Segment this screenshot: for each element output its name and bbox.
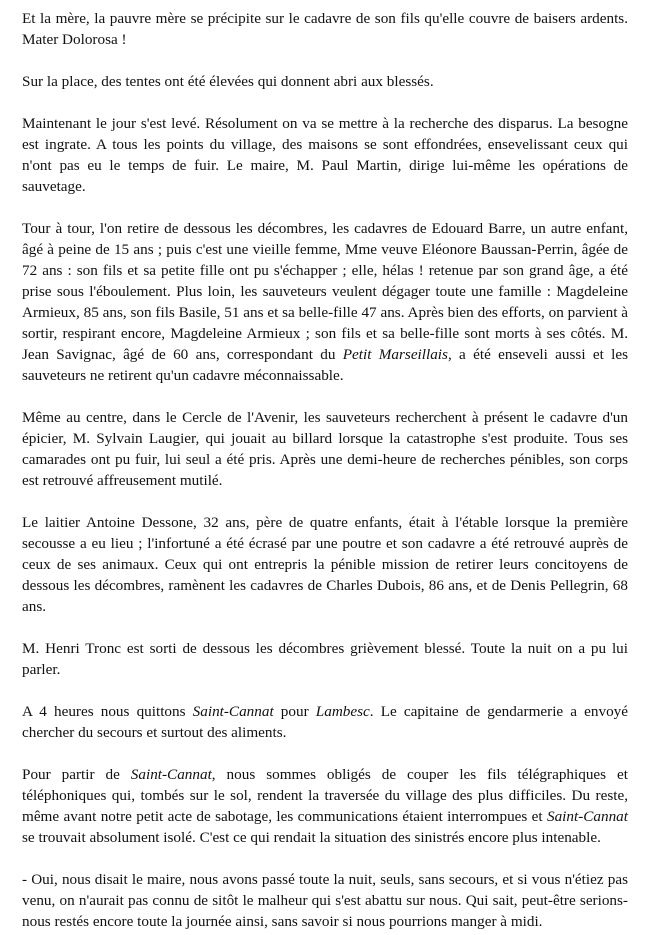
paragraph (22, 869, 628, 932)
place-name: Saint-Cannat (192, 703, 274, 720)
paragraph (22, 512, 628, 617)
text-segment: M. Henri Tronc est sorti de dessous les décombres grièvement blessé. Toute la nuit on a pu lui parler. (22, 640, 628, 678)
text-segment: , a été enseveli aussi et les sauveteurs ne retirent qu'un cadavre méconnaissable. (22, 346, 628, 384)
paragraph (22, 218, 628, 386)
text-segment: Même au centre, dans le Cercle de l'Avenir, les sauveteurs recherchent à présent le cadavre d'un épicier, M. Sylvain Laugier, qui jouait au billard lorsque la catastrophe s'est produite. Tous ses camarades ont pu fuir, lui seul a été pris. Après une demi-heure de recherches pénibles, son corps est retrouvé affreusement mutilé. (22, 409, 628, 489)
paragraph (22, 764, 628, 848)
text-segment: Pour partir de (22, 766, 131, 783)
text-segment: Et la mère, la pauvre mère se précipite sur le cadavre de son fils qu'elle couvre de baisers ardents. Mater Dolorosa ! (22, 10, 628, 48)
paragraph (22, 638, 628, 680)
text-segment: A 4 heures nous quittons (22, 703, 193, 720)
place-name: Saint-Cannat (546, 808, 628, 825)
document-page (22, 8, 628, 932)
paragraph (22, 71, 628, 92)
text-segment: - Oui, nous disait le maire, nous avons passé toute la nuit, seuls, sans secours, et si vous n'étiez pas venu, on n'aurait pas connu de sitôt le malheur qui s'est abattu sur nous. Qui sait, peut-être serions-nous restés encore toute la journée ainsi, sans savoir si nous pourrions manger à midi. (22, 871, 628, 930)
paragraph (22, 407, 628, 491)
place-name: Lambesc (315, 703, 370, 720)
paragraph (22, 8, 628, 50)
text-segment: . Le capitaine de gendarmerie a envoyé chercher du secours et surtout des aliments. (22, 703, 629, 741)
text-segment: pour (273, 703, 316, 720)
newspaper-title: Petit Marseillais (342, 346, 448, 363)
text-segment: Le laitier Antoine Dessone, 32 ans, père de quatre enfants, était à l'étable lorsque la première secousse a eu lieu ; l'infortuné a été écrasé par une poutre et son cadavre a été retrouvé auprès de ceux de ses animaux. Ceux qui ont entrepris la pénible mission de retirer leurs concitoyens de dessous les décombres, ramènent les cadavres de Charles Dubois, 86 ans, et de Denis Pellegrin, 68 ans. (22, 514, 628, 615)
place-name: Saint-Cannat (130, 766, 212, 783)
text-segment: , nous sommes obligés de couper les fils télégraphiques et téléphoniques qui, tombés sur le sol, rendent la traversée du village des plus difficiles. Du reste, même avant notre petit acte de sabotage, les communications étaient interrompues et (22, 766, 628, 825)
text-segment: Sur la place, des tentes ont été élevées qui donnent abri aux blessés. (22, 73, 434, 90)
paragraph (22, 701, 628, 743)
text-segment: Tour à tour, l'on retire de dessous les décombres, les cadavres de Edouard Barre, un autre enfant, âgé à peine de 15 ans ; puis c'est une vieille femme, Mme veuve Eléonore Baussan-Perrin, âgée de 72 ans : son fils et sa petite fille ont pu s'échapper ; elle, hélas ! retenue par son grand âge, a été prise sous l'éboulement. Plus loin, les sauveteurs veulent dégager toute une famille : Magdeleine Armieux, 85 ans, son fils Basile, 51 ans et sa belle-fille 47 ans. Après bien des efforts, on parvient à sortir, respirant encore, Magdeleine Armieux ; son fils et sa belle-fille sont morts à ses côtés. M. Jean Savignac, âgé de 60 ans, correspondant du (22, 220, 628, 363)
text-segment: se trouvait absolument isolé. C'est ce qui rendait la situation des sinistrés encore plus intenable. (22, 829, 601, 846)
paragraph (22, 113, 628, 197)
text-segment: Maintenant le jour s'est levé. Résolument on va se mettre à la recherche des disparus. La besogne est ingrate. A tous les points du village, des maisons se sont effondrées, ensevelissant ceux qui n'ont pas eu le temps de fuir. Le maire, M. Paul Martin, dirige lui-même les opérations de sauvetage. (22, 115, 628, 195)
